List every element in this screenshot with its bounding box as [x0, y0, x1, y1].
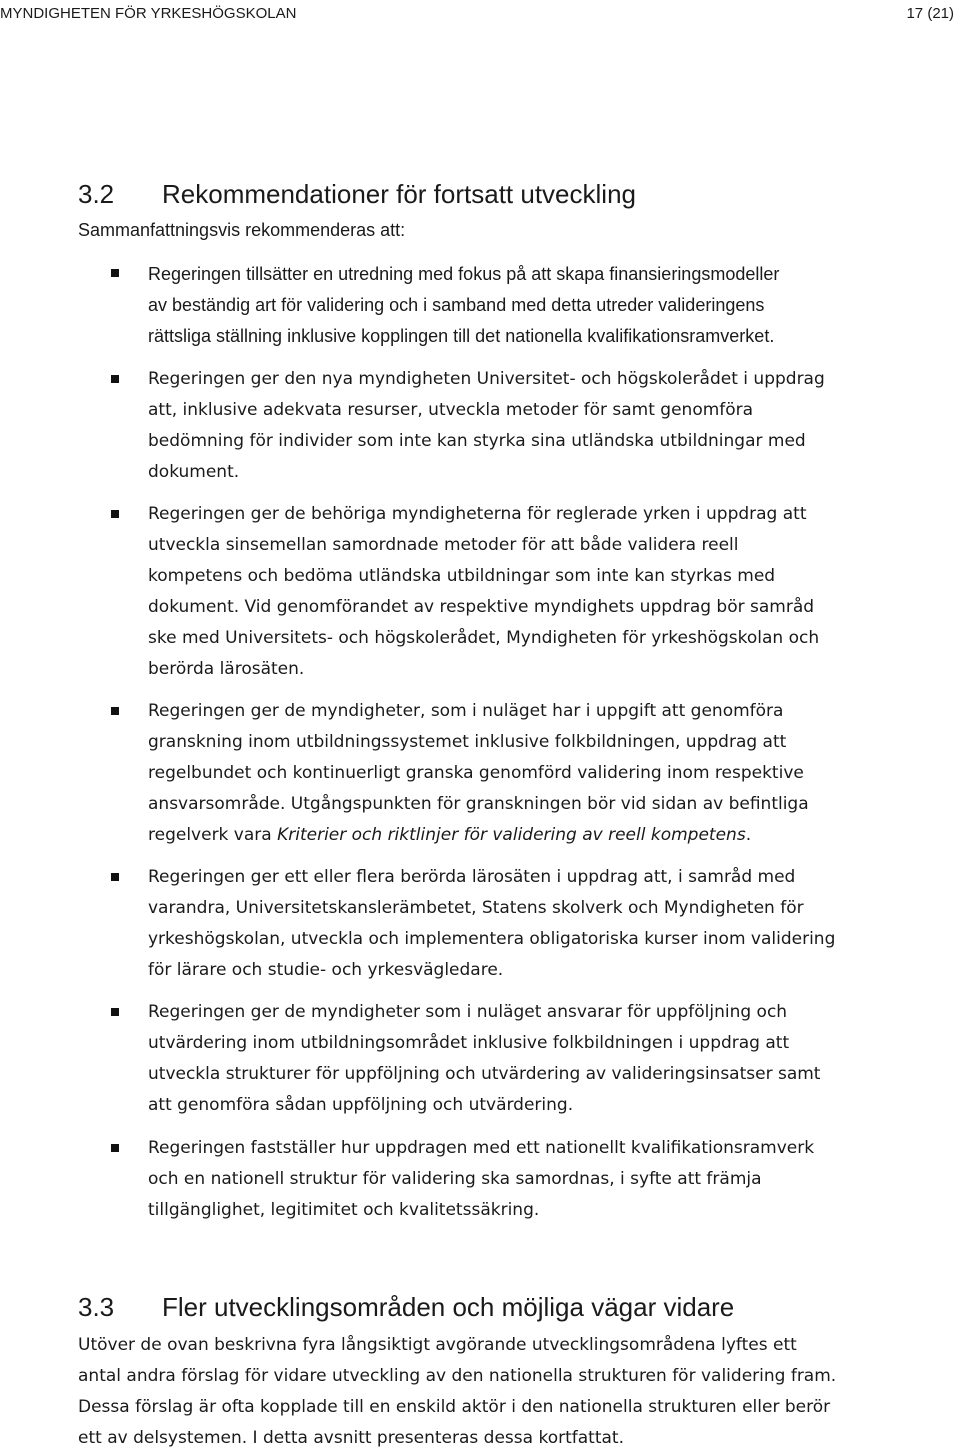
- text-line: varandra, Universitetskanslerämbetet, Statens skolverk och Myndigheten för: [148, 898, 804, 918]
- section-number: 3.3: [78, 1292, 115, 1322]
- square-bullet-icon: [111, 873, 119, 881]
- list-item-text: [148, 862, 878, 986]
- section-heading-3-3: [78, 1292, 734, 1323]
- list-item-text: [148, 364, 878, 488]
- text-line: dokument. Vid genomförandet av respektive myndighets uppdrag bör samråd: [148, 597, 815, 617]
- text-line: ansvarsområde. Utgångspunkten för granskningen bör vid sidan av befintliga: [148, 794, 809, 814]
- text-line: att, inklusive adekvata resurser, utveckla metoder för samt genomföra: [148, 400, 754, 420]
- text-line: kompetens och bedöma utländska utbildningar som inte kan styrkas med: [148, 566, 776, 586]
- text-line: utveckla strukturer för uppföljning och utvärdering av valideringsinsatser samt: [148, 1064, 821, 1084]
- text-line: Regeringen fastställer hur uppdragen med ett nationellt kvalifikationsramverk: [148, 1138, 815, 1158]
- text-line: dokument.: [148, 462, 240, 482]
- square-bullet-icon: [111, 1008, 119, 1016]
- section-heading-3-2: [78, 179, 636, 210]
- section-title: Rekommendationer för fortsatt utveckling: [162, 179, 636, 209]
- text-line: Regeringen ger de myndigheter, som i nuläget har i uppgift att genomföra: [148, 701, 784, 721]
- text-line: ett av delsystemen. I detta avsnitt presenteras dessa kortfattat.: [78, 1428, 624, 1448]
- text-line: Regeringen ger ett eller flera berörda lärosäten i uppdrag att, i samråd med: [148, 867, 796, 887]
- text-line: bedömning för individer som inte kan styrka sina utländska utbildningar med: [148, 431, 806, 451]
- list-item-text: [148, 696, 878, 851]
- text-line: av beständig art för validering och i samband med detta utreder valideringens: [148, 295, 765, 315]
- list-item-text: [148, 499, 878, 685]
- square-bullet-icon: [111, 269, 119, 277]
- section-title: Fler utvecklingsområden och möjliga vägar vidare: [162, 1292, 735, 1322]
- list-item-text: [148, 1133, 878, 1226]
- square-bullet-icon: [111, 707, 119, 715]
- text-line: yrkeshögskolan, utveckla och implementera obligatoriska kurser inom validering: [148, 929, 836, 949]
- text-line: Regeringen ger den nya myndigheten Universitet- och högskolerådet i uppdrag: [148, 369, 825, 389]
- header-organization: MYNDIGHETEN FÖR YRKESHÖGSKOLAN: [0, 5, 297, 22]
- text-line: tillgänglighet, legitimitet och kvalitetssäkring.: [148, 1200, 540, 1220]
- text-line: ske med Universitets- och högskolerådet, Myndigheten för yrkeshögskolan och: [148, 628, 820, 648]
- text-line: Utöver de ovan beskrivna fyra långsiktigt avgörande utvecklingsområdena lyftes ett: [78, 1335, 797, 1355]
- text-line: Regeringen ger de behöriga myndigheterna för reglerade yrken i uppdrag att: [148, 504, 807, 524]
- text-line: utveckla sinsemellan samordnade metoder för att både validera reell: [148, 535, 739, 555]
- square-bullet-icon: [111, 510, 119, 518]
- section-paragraph: [78, 1330, 908, 1454]
- text-line: Regeringen ger de myndigheter som i nuläget ansvarar för uppföljning och: [148, 1002, 788, 1022]
- text-line: antal andra förslag för vidare utveckling av den nationella strukturen för validering fram.: [78, 1366, 837, 1386]
- text-line: att genomföra sådan uppföljning och utvärdering.: [148, 1095, 574, 1115]
- text-line: [148, 820, 878, 851]
- list-item-text: [148, 997, 878, 1121]
- text-line: regelbundet och kontinuerligt granska genomförd validering inom respektive: [148, 763, 804, 783]
- text-fragment: regelverk vara: [148, 825, 278, 845]
- header-page-number: 17 (21): [906, 5, 954, 22]
- page-header: [0, 5, 960, 25]
- list-item-text: [148, 259, 878, 352]
- text-line: rättsliga ställning inklusive kopplingen till det nationella kvalifikationsramverket.: [148, 326, 775, 346]
- text-line: utvärdering inom utbildningsområdet inklusive folkbildningen i uppdrag att: [148, 1033, 790, 1053]
- text-line: Dessa förslag är ofta kopplade till en enskild aktör i den nationella strukturen eller berör: [78, 1397, 831, 1417]
- italic-document-title: Kriterier och riktlinjer för validering av reell kompetens: [277, 825, 746, 845]
- text-line: granskning inom utbildningssystemet inklusive folkbildningen, uppdrag att: [148, 732, 787, 752]
- square-bullet-icon: [111, 375, 119, 383]
- square-bullet-icon: [111, 1144, 119, 1152]
- section-number: 3.2: [78, 179, 115, 209]
- text-line: för lärare och studie- och yrkesvägledare.: [148, 960, 504, 980]
- text-line: Regeringen tillsätter en utredning med fokus på att skapa finansieringsmodeller: [148, 264, 780, 284]
- text-line: berörda lärosäten.: [148, 659, 305, 679]
- text-line: och en nationell struktur för validering ska samordnas, i syfte att främja: [148, 1169, 762, 1189]
- section-lead: Sammanfattningsvis rekommenderas att:: [78, 220, 406, 240]
- text-fragment: .: [745, 825, 752, 845]
